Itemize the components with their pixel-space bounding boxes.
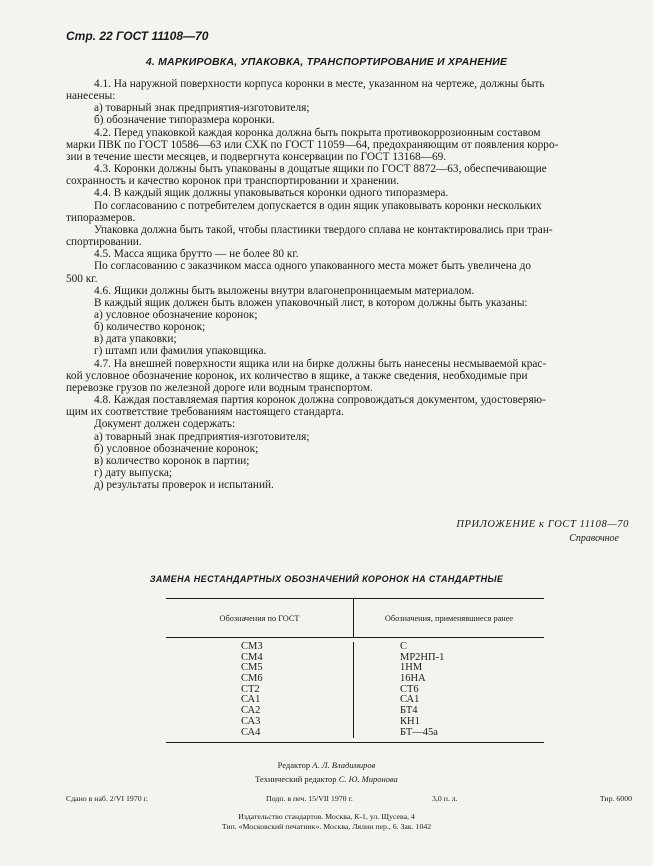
cell-former: МР2НП-1	[400, 651, 445, 663]
editor-name: А. Л. Владимиров	[312, 760, 376, 770]
cell-former: СТ6	[400, 683, 419, 695]
body-line: марки ПВК по ГОСТ 10586—63 или СХК по ГОСТ 11059—64, предохраняющим от появления корро-	[66, 138, 559, 151]
standard-code: ГОСТ 11108—70	[116, 29, 209, 43]
cell-gost: СА1	[241, 694, 261, 706]
table-title: ЗАМЕНА НЕСТАНДАРТНЫХ ОБОЗНАЧЕНИЙ КОРОНОК НА СТАНДАРТНЫЕ	[149, 574, 504, 584]
body-line: 500 кг.	[66, 272, 98, 285]
body-line: г) штамп или фамилия упаковщика.	[94, 345, 267, 358]
body-line: типоразмеров.	[66, 211, 136, 224]
cell-former: СА1	[400, 694, 420, 706]
body-line: б) условное обозначение коронок;	[94, 442, 259, 455]
section-body	[66, 78, 634, 492]
cell-gost: СА2	[241, 705, 261, 717]
body-line: 4.7. На внешней поверхности ящика или на бирке должны быть нанесены несмываемой крас-	[94, 357, 547, 370]
print-run: Тир. 6000	[599, 794, 632, 803]
body-line: а) условное обозначение коронок;	[94, 308, 258, 321]
cell-gost: СТ2	[241, 683, 260, 695]
body-line: 4.6. Ящики должны быть выложены внутри влагонепроницаемым материалом.	[94, 284, 475, 297]
cell-former: 16НА	[400, 673, 426, 685]
column-gost	[166, 642, 353, 738]
cell-former: БТ4	[400, 705, 418, 717]
cell-gost: СМ6	[241, 673, 263, 685]
page-number: Стр. 22	[66, 29, 113, 43]
body-line: а) товарный знак предприятия-изготовителя;	[94, 102, 310, 115]
body-line: По согласованию с заказчиком масса одного упакованного места может быть увеличена до	[94, 260, 532, 273]
cell-gost: СА4	[241, 726, 261, 738]
body-line: в) дата упаковки;	[94, 333, 177, 346]
appendix-subtitle: Справочное	[569, 533, 619, 544]
editor-line	[0, 758, 653, 772]
section-title: 4. МАРКИРОВКА, УПАКОВКА, ТРАНСПОРТИРОВАНИЕ И ХРАНЕНИЕ	[145, 56, 508, 68]
body-line: 4.3. Коронки должны быть упакованы в дощатые ящики по ГОСТ 8872—63, обеспечивающие	[94, 163, 547, 176]
cell-gost: СМ5	[241, 662, 263, 674]
printer-line: Тип. «Московский печатник». Москва, Лялин пер., 6. Зак. 1042	[221, 821, 432, 831]
body-line: г) дату выпуска;	[94, 467, 173, 479]
publisher-line: Издательство стандартов. Москва, К-1, ул. Щусева, 4	[238, 812, 415, 821]
body-line: Упаковка должна быть такой, чтобы пластинки твердого сплава не контактировались при тран-	[94, 223, 553, 236]
header-former: Обозначения, применявшиеся ранее	[353, 599, 544, 637]
body-line: а) товарный знак предприятия-изготовителя;	[94, 430, 310, 443]
body-line: Документ должен содержать:	[94, 418, 236, 431]
tech-editor-line	[0, 772, 653, 786]
body-line: 4.1. На наружной поверхности корпуса коронки в месте, указанном на чертеже, должны быть	[94, 78, 545, 90]
body-line: кой условное обозначение коронок, их количество в ящике, а также сведения, необходимые при	[66, 369, 528, 382]
page-header	[66, 29, 208, 43]
table-body	[166, 638, 544, 742]
tech-editor-name: С. Ю. Миронова	[338, 774, 398, 784]
body-line: б) обозначение типоразмера коронки.	[94, 114, 275, 127]
column-former	[353, 642, 544, 738]
body-line: зии в течение шести месяцев, и подвергнута консервации по ГОСТ 13168—69.	[66, 150, 447, 163]
cell-former: КН1	[400, 715, 420, 727]
body-line: в) количество коронок в партии;	[94, 454, 250, 467]
body-line: спортировании.	[66, 236, 142, 249]
cell-former: БТ—45а	[400, 726, 438, 738]
body-line: 4.4. В каждый ящик должны упаковываться коронки одного типоразмера.	[94, 187, 449, 200]
table-header	[166, 599, 544, 637]
cell-gost: СА3	[241, 715, 261, 727]
body-line: сохранность и качество коронок при транспортировании и хранении.	[66, 175, 400, 188]
cell-gost: СМ3	[241, 641, 263, 652]
editor-label: Редактор	[277, 760, 311, 770]
tech-editor-label: Технический редактор	[255, 774, 337, 784]
body-line: 4.8. Каждая поставляемая партия коронок должна сопровождаться документом, удостоверяю-	[94, 394, 546, 407]
body-line: д) результаты проверок и испытаний.	[94, 479, 274, 492]
submitted-date: Сдано в наб. 2/VI 1970 г.	[66, 794, 148, 803]
body-line: нанесены:	[66, 90, 116, 103]
table-bottom-rule	[166, 742, 544, 743]
body-line: 4.2. Перед упаковкой каждая коронка должна быть покрыта противокоррозионным составом	[94, 126, 541, 139]
body-line: щим их соответствие требованиям настоящего стандарта.	[66, 406, 344, 419]
body-line: перевозке грузов по железной дороге или водным транспортом.	[66, 381, 373, 394]
cell-former: 1НМ	[400, 662, 423, 674]
appendix-heading	[456, 519, 629, 544]
header-gost: Обозначения по ГОСТ	[219, 613, 300, 623]
sheets-count: 3,0 п. л.	[432, 794, 458, 803]
body-line: В каждый ящик должен быть вложен упаковочный лист, в котором должны быть указаны:	[94, 296, 528, 309]
body-line: б) количество коронок;	[94, 321, 206, 334]
body-line: 4.5. Масса ящика брутто — не более 80 кг.	[94, 248, 299, 261]
editors-block	[0, 758, 653, 786]
cell-gost: СМ4	[241, 651, 263, 663]
designation-table	[166, 598, 544, 743]
cell-former: С	[400, 641, 408, 652]
imprint	[0, 812, 653, 831]
signed-date: Подп. в печ. 15/VII 1970 г.	[266, 794, 353, 803]
appendix-title: ПРИЛОЖЕНИЕ к ГОСТ 11108—70	[456, 519, 629, 530]
body-line: По согласованию с потребителем допускается в один ящик упаковывать коронки нескольких	[94, 199, 542, 212]
